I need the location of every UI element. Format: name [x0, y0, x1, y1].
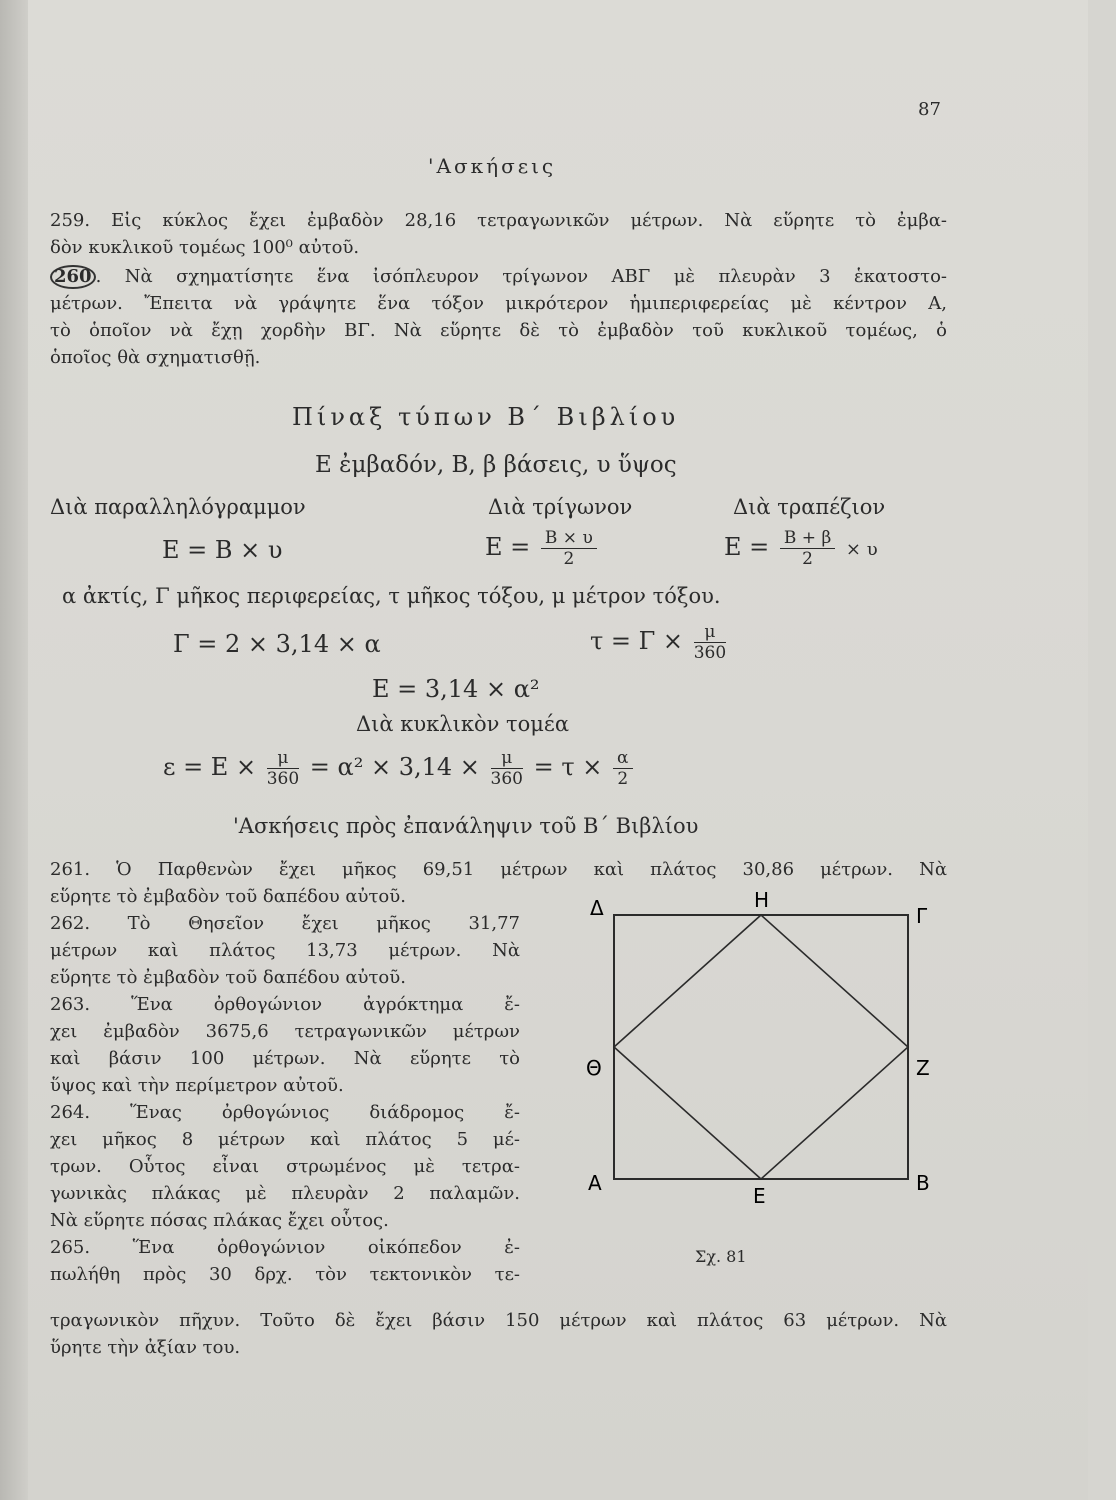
exercise-260 — [50, 263, 947, 371]
formula-trapezoid-lhs: Ε = — [724, 533, 770, 561]
column-line: εὕρητε τὸ ἐμβαδὸν τοῦ δαπέδου αὐτοῦ. — [50, 967, 406, 988]
fraction-numerator: Β + β — [780, 528, 835, 549]
formula-parallelogram: Ε = Β × υ — [162, 536, 283, 564]
fraction-denominator: 360 — [490, 769, 523, 789]
column-line: γωνικὰς πλάκας μὲ πλευρὰν 2 παλαμῶν. — [50, 1183, 520, 1204]
formula-sector — [163, 748, 636, 789]
label-sector: Διὰ κυκλικὸν τομέα — [356, 712, 569, 736]
formula-trapezoid-rhs: × υ — [845, 539, 878, 560]
fraction-numerator: Β × υ — [541, 528, 597, 549]
page-binding-shadow — [0, 0, 28, 1500]
exercise-259 — [50, 207, 947, 261]
exercise-260-line: ὁποῖος θὰ σχηματισθῇ. — [50, 347, 261, 368]
fraction — [694, 622, 726, 663]
exercise-260-line: τὸ ὁποῖον νὰ ἔχῃ χορδὴν ΒΓ. Νὰ εὕρητε δὲ τὸ ἐμβαδὸν τοῦ κυκλικοῦ τομέως, ὁ — [50, 320, 947, 341]
outer-square — [614, 915, 908, 1179]
fraction-denominator: 2 — [617, 769, 629, 789]
formula-triangle-lhs: Ε = — [485, 533, 531, 561]
column-line: Νὰ εὕρητε πόσας πλάκας ἔχει οὗτος. — [50, 1210, 389, 1231]
formula-sector-part: = τ × — [533, 753, 603, 781]
vertex-label-Th: Θ — [586, 1056, 602, 1080]
inner-rhombus — [614, 915, 908, 1179]
formula-legend: Ε ἐμβαδόν, Β, β βάσεις, υ ὕψος — [315, 452, 677, 478]
exercise-265-line: ὕρητε τὴν ἀξίαν του. — [50, 1337, 241, 1358]
formula-triangle — [485, 528, 600, 569]
formula-sector-part: ε = Ε × — [163, 753, 257, 781]
column-line: χει ἐμβαδὸν 3675,6 τετραγωνικῶν μέτρων — [50, 1021, 520, 1042]
exercise-259-line: 259. Εἰς κύκλος ἔχει ἐμβαδὸν 28,16 τετραγωνικῶν μέτρων. Νὰ εὕρητε τὸ ἐμβα- — [50, 210, 947, 231]
exercise-265-tail — [50, 1307, 947, 1361]
fraction-denominator: 2 — [802, 549, 813, 569]
fraction — [541, 528, 597, 569]
exercise-260-line: μέτρων. Ἔπειτα νὰ γράψητε ἕνα τόξον μικρότερον ἡμιπεριφερείας μὲ κέντρον Α, — [50, 293, 947, 314]
fraction — [780, 528, 835, 569]
column-line: χει μῆκος 8 μέτρων καὶ πλάτος 5 μέ- — [50, 1129, 520, 1150]
label-trapezoid: Διὰ τραπέζιον — [733, 495, 886, 519]
vertex-label-Z: Ζ — [916, 1056, 930, 1080]
fraction-denominator: 360 — [266, 769, 300, 789]
formula-table-title: Πίναξ τύπων Β΄ Βιβλίου — [292, 403, 680, 431]
vertex-label-D: Δ — [590, 896, 604, 920]
fraction — [491, 748, 523, 789]
column-line: πωλήθη πρὸς 30 δρχ. τὸν τεκτονικὸν τε- — [50, 1264, 520, 1285]
fraction-numerator: μ — [267, 748, 299, 769]
exercise-265-line: τραγωνικὸν πῆχυν. Τοῦτο δὲ ἔχει βάσιν 150 μέτρων καὶ πλάτος 63 μέτρων. Νὰ — [50, 1310, 947, 1331]
exercise-260-line — [50, 263, 947, 290]
figure-caption: Σχ. 81 — [695, 1247, 747, 1266]
exercise-261-line: εὕρητε τὸ ἐμβαδὸν τοῦ δαπέδου αὐτοῦ. — [50, 886, 406, 907]
circled-exercise-number: 260 — [50, 265, 96, 289]
column-line: καὶ βάσιν 100 μέτρων. Νὰ εὕρητε τὸ — [50, 1048, 520, 1069]
column-line: 265. Ἕνα ὀρθογώνιον οἰκόπεδον ἐ- — [50, 1237, 520, 1258]
section-title-review-exercises: 'Ασκήσεις πρὸς ἐπανάληψιν τοῦ Β΄ Βιβλίου — [233, 814, 699, 838]
column-line: τρων. Οὗτος εἶναι στρωμένος μὲ τετρα- — [50, 1156, 520, 1177]
formula-arc-lhs: τ = Γ × — [590, 627, 684, 655]
circle-legend: α ἀκτίς, Γ μῆκος περιφερείας, τ μῆκος τόξου, μ μέτρον τόξου. — [62, 584, 721, 608]
fraction — [267, 748, 299, 789]
vertex-label-B: Β — [916, 1171, 930, 1195]
formula-arc — [590, 622, 729, 663]
column-line: 263. Ἕνα ὀρθογώνιον ἀγρόκτημα ἔ- — [50, 994, 520, 1015]
page-number: 87 — [918, 99, 941, 120]
label-parallelogram: Διὰ παραλληλόγραμμον — [50, 495, 306, 519]
exercise-260-first-line: . Νὰ σχηματίσητε ἕνα ἰσόπλευρον τρίγωνον ΑΒΓ μὲ πλευρὰν 3 ἑκατοστο- — [95, 266, 947, 287]
formula-trapezoid — [724, 528, 878, 569]
fraction-numerator: α — [613, 748, 632, 769]
section-title-exercises: 'Ασκήσεις — [428, 154, 557, 178]
label-triangle: Διὰ τρίγωνον — [488, 495, 633, 519]
exercises-column — [50, 910, 520, 1288]
exercise-259-line: δὸν κυκλικοῦ τομέως 100⁰ αὐτοῦ. — [50, 237, 360, 258]
fraction — [613, 748, 632, 789]
formula-circumference: Γ = 2 × 3,14 × α — [173, 630, 381, 658]
column-line: ὕψος καὶ τὴν περίμετρον αὐτοῦ. — [50, 1075, 344, 1096]
column-line: 264. Ἕνας ὀρθογώνιος διάδρομος ἔ- — [50, 1102, 520, 1123]
figure-81-square-diagram — [560, 885, 960, 1205]
fraction-numerator: μ — [694, 622, 726, 643]
fraction-denominator: 360 — [693, 643, 727, 663]
vertex-label-H: Η — [754, 888, 770, 912]
vertex-label-A: Α — [588, 1171, 602, 1195]
fraction-numerator: μ — [491, 748, 523, 769]
formula-sector-part: = α² × 3,14 × — [309, 753, 480, 781]
column-line: μέτρων καὶ πλάτος 13,73 μέτρων. Νὰ — [50, 940, 520, 961]
column-line: 262. Τὸ Θησεῖον ἔχει μῆκος 31,77 — [50, 913, 520, 934]
fraction-denominator: 2 — [563, 549, 575, 569]
formula-circle-area: Ε = 3,14 × α² — [372, 675, 540, 703]
exercise-261-line: 261. Ὁ Παρθενὼν ἔχει μῆκος 69,51 μέτρων καὶ πλάτος 30,86 μέτρων. Νὰ — [50, 859, 947, 880]
vertex-label-E: Ε — [753, 1184, 766, 1205]
vertex-label-G: Γ — [916, 904, 928, 928]
